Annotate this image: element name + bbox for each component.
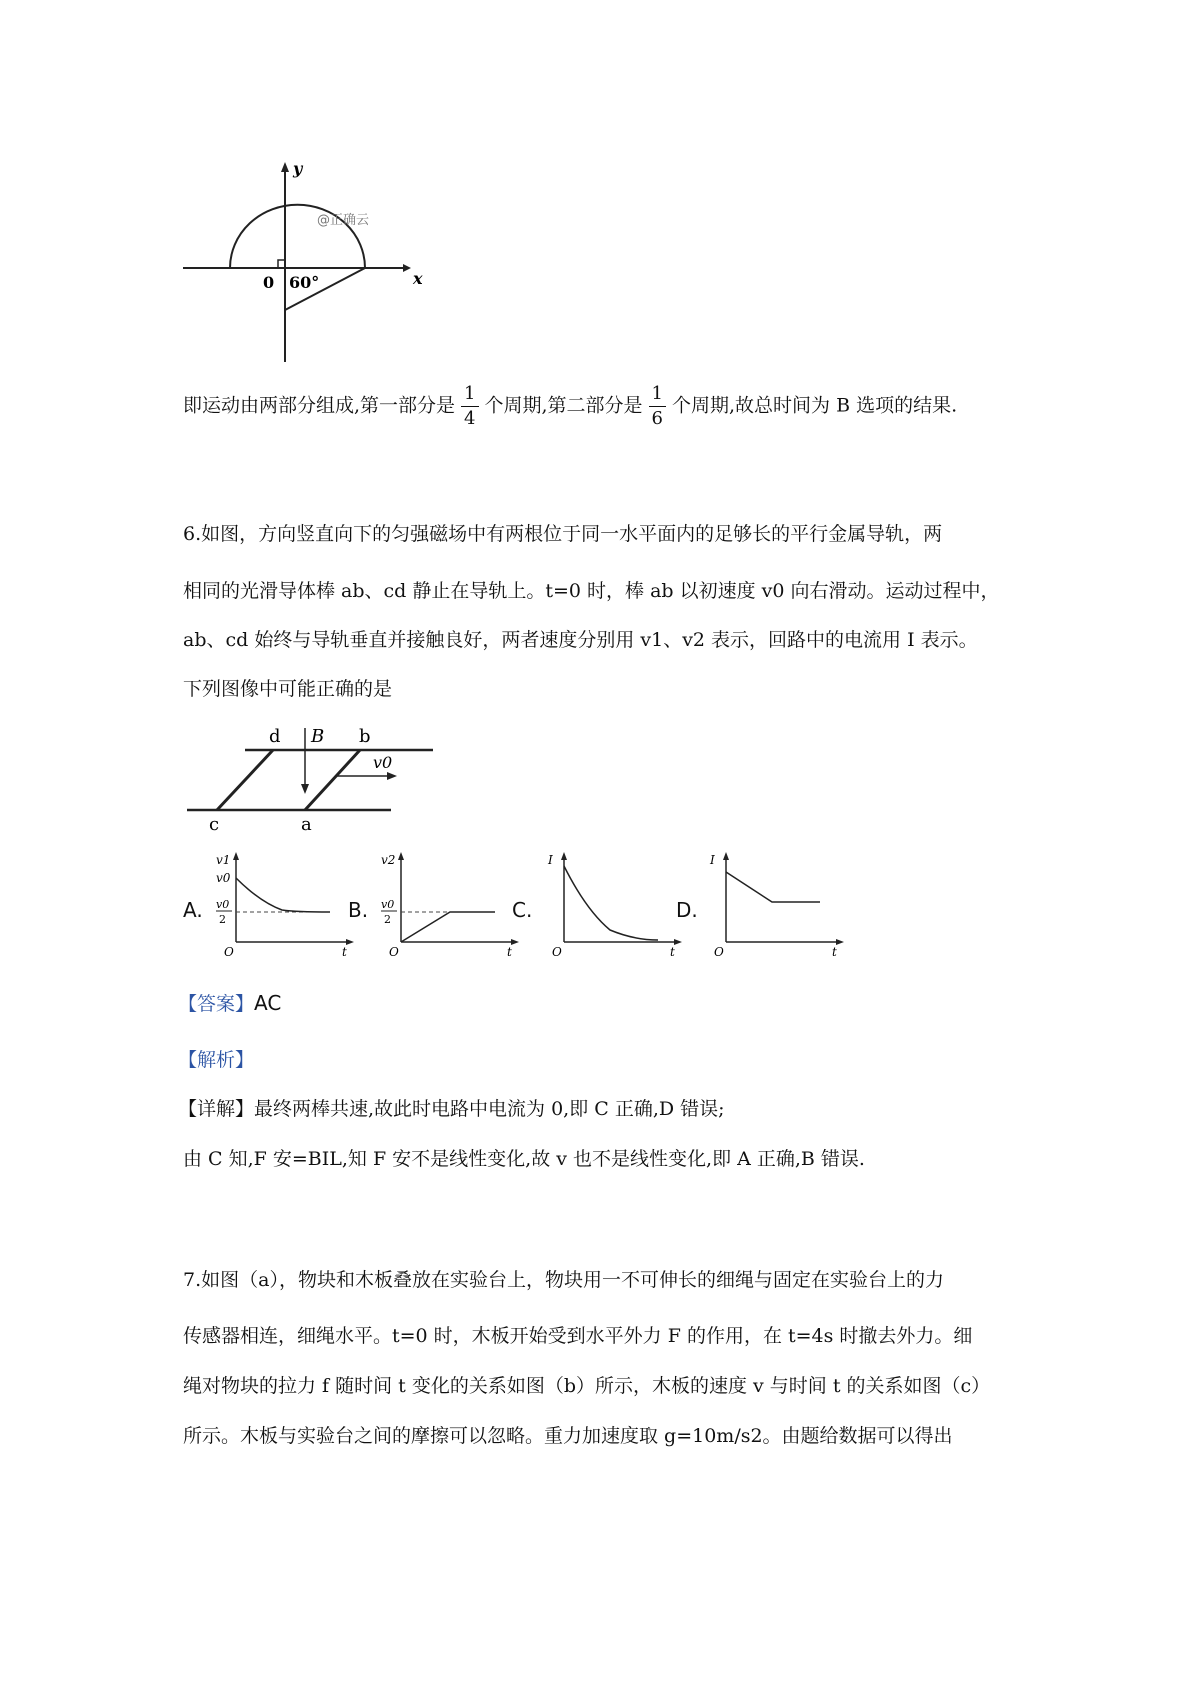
v0-tick-label: v0 — [216, 871, 231, 885]
y-label: v1 — [216, 853, 231, 867]
half-v0-den: 2 — [219, 913, 226, 926]
option-a-graph[interactable] — [210, 850, 360, 960]
answer-row — [178, 990, 281, 1017]
answer-tag: 【答案】 — [178, 993, 255, 1015]
y-label: v2 — [381, 853, 396, 867]
rod-ab — [305, 750, 360, 810]
q6-line-3: ab、cd 始终与导轨垂直并接触良好，两者速度分别用 v1、v2 表示，回路中的电流用 I 表示。 — [183, 629, 978, 651]
t-label: t — [342, 945, 347, 959]
analysis-tag: 【解析】 — [178, 1049, 255, 1071]
label-B: B — [311, 726, 325, 747]
x-axis-arrow — [346, 939, 354, 945]
y-label: I — [710, 853, 715, 867]
y-label: I — [548, 853, 553, 867]
t-label: t — [832, 945, 837, 959]
angle-label: 60° — [289, 273, 320, 292]
y-axis-arrow — [561, 852, 567, 860]
watermark: @正确云 — [317, 213, 370, 228]
y-axis-arrow — [233, 852, 239, 860]
option-d-label[interactable]: D. — [676, 898, 698, 922]
x-axis-arrow — [511, 939, 519, 945]
y-axis-arrow — [398, 852, 404, 860]
option-b-graph[interactable] — [375, 850, 525, 960]
option-d-graph[interactable] — [700, 850, 850, 960]
figure-rails — [185, 722, 435, 834]
current-curve — [564, 866, 658, 940]
x-axis-arrow — [836, 939, 844, 945]
label-d: d — [269, 726, 281, 747]
fraction-denominator: 6 — [651, 408, 663, 429]
right-angle-mark — [278, 260, 285, 268]
origin-label: 0 — [263, 273, 275, 292]
q7-line-4: 所示。木板与实验台之间的摩擦可以忽略。重力加速度取 g=10m/s2。由题给数据可以得出 — [183, 1425, 953, 1447]
period-text-pre: 即运动由两部分组成,第一部分是 — [183, 394, 456, 417]
detail-text-1: 最终两棒共速,故此时电路中电流为 0,即 C 正确,D 错误; — [254, 1098, 725, 1120]
option-c-label[interactable]: C. — [512, 898, 533, 922]
y-axis-arrow — [723, 852, 729, 860]
option-b-label[interactable]: B. — [348, 898, 369, 922]
q6-line-2: 相同的光滑导体棒 ab、cd 静止在导轨上。t=0 时，棒 ab 以初速度 v0 向右滑动。运动过程中， — [183, 580, 1000, 602]
fraction-denominator: 4 — [464, 408, 476, 429]
figure-trajectory — [175, 160, 435, 365]
fraction-numerator: 1 — [649, 382, 666, 407]
paragraph-period — [183, 382, 957, 431]
field-arrowhead — [301, 784, 309, 794]
answer-value: AC — [254, 991, 282, 1015]
q6-line-1: 6.如图，方向竖直向下的匀强磁场中有两根位于同一水平面内的足够长的平行金属导轨，两 — [183, 523, 943, 545]
label-v0: v0 — [373, 753, 393, 772]
v1-curve — [236, 878, 330, 912]
q7-line-1: 7.如图（a），物块和木板叠放在实验台上，物块用一不可伸长的细绳与固定在实验台上的力 — [183, 1269, 944, 1291]
fraction-numerator: 1 — [461, 382, 478, 407]
t-label: t — [670, 945, 675, 959]
q6-line-4: 下列图像中可能正确的是 — [183, 678, 393, 700]
x-label: x — [413, 269, 423, 288]
y-label: y — [293, 160, 303, 178]
current-line — [726, 872, 820, 902]
rod-cd — [217, 750, 273, 810]
half-v0-num: v0 — [216, 898, 230, 911]
q7-line-3: 绳对物块的拉力 f 随时间 t 变化的关系如图（b）所示，木板的速度 v 与时间 t 的关系如图（c） — [183, 1375, 991, 1397]
velocity-arrowhead — [387, 772, 397, 780]
option-c-graph[interactable] — [538, 850, 688, 960]
period-text-post: 个周期,故总时间为 B 选项的结果. — [672, 394, 958, 417]
period-text-mid: 个周期,第二部分是 — [484, 394, 643, 417]
x-axis-arrow — [403, 264, 411, 272]
half-v0-num: v0 — [381, 898, 395, 911]
v2-line — [401, 912, 495, 942]
origin-label: O — [714, 945, 724, 959]
detail-line-1 — [178, 1096, 725, 1122]
detail-line-2: 由 C 知,F 安=BIL,知 F 安不是线性变化,故 v 也不是线性变化,即 A 正确,B 错误. — [183, 1148, 865, 1170]
origin-label: O — [552, 945, 562, 959]
half-v0-den: 2 — [384, 913, 391, 926]
y-axis-arrow — [281, 162, 289, 172]
detail-tag: 【详解】 — [178, 1098, 255, 1120]
origin-label: O — [389, 945, 399, 959]
origin-label: O — [224, 945, 234, 959]
fraction-sixth — [649, 382, 666, 431]
label-b: b — [359, 726, 371, 747]
label-c: c — [209, 814, 220, 834]
fraction-quarter — [461, 382, 478, 431]
x-axis-arrow — [674, 939, 682, 945]
q7-line-2: 传感器相连，细绳水平。t=0 时，木板开始受到水平外力 F 的作用，在 t=4s 时撤去外力。细 — [183, 1325, 973, 1347]
option-a-label[interactable]: A. — [183, 898, 203, 922]
t-label: t — [507, 945, 512, 959]
label-a: a — [301, 814, 312, 834]
